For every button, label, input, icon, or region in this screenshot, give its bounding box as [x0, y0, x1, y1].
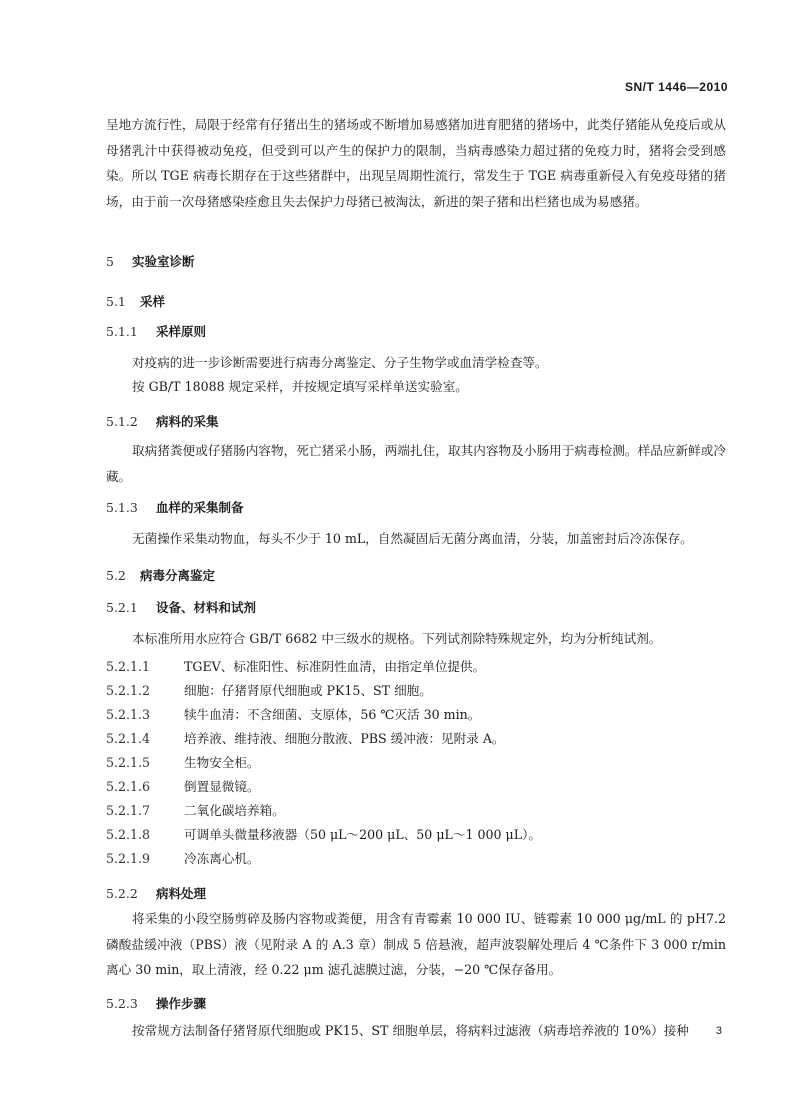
list-item: [106, 800, 285, 819]
list-item: [106, 752, 260, 771]
section-number: 5.1.3: [106, 500, 138, 515]
item-text: 犊牛血清：不含细菌、支原体，56 ℃灭活 30 min。: [184, 707, 481, 722]
item-number: 5.2.1.2: [106, 683, 151, 698]
section-5-2-2-heading: [106, 884, 206, 902]
section-5-1-1-heading: [106, 322, 206, 340]
section-title: 操作步骤: [156, 996, 207, 1011]
section-title: 设备、材料和试剂: [156, 600, 257, 615]
section-5-2-heading: [106, 566, 215, 584]
section-5-1-heading: [106, 292, 165, 310]
sampling-line-1: 对疫病的进一步诊断需要进行病毒分离鉴定、分子生物学或血清学检查等。: [132, 355, 548, 370]
sampling-line-2: 按 GB/T 18088 规定采样，并按规定填写采样单送实验室。: [132, 379, 468, 394]
blood-collection-paragraph: 无菌操作采集动物血，每头不少于 10 mL，自然凝固后无菌分离血清，分装，加盖密封后冷冻保存。: [132, 531, 693, 546]
list-item: [106, 824, 541, 843]
item-number: 5.2.1.5: [106, 755, 151, 770]
intro-paragraph: 呈地方流行性，局限于经常有仔猪出生的猪场或不断增加易感猪加进育肥猪的猪场中，此类仔猪能从免疫后或从母猪乳汁中获得被动免疫，但受到可以产生的保护力的限制，当病毒感染力超过猪的免疫力时，猪将会受到感染。所以 TGE 病毒长期存在于这些猪群中，出现呈周期性流行，常发生于 TGE 病毒重新侵入有免疫母猪的猪场，由于前一次母猪感染痊愈且失去保护力母猪已被淘汰，新进的架子猪和出栏猪也成为易感猪。: [106, 117, 726, 209]
materials-paragraph: 本标准所用水应符合 GB/T 6682 中三级水的规格。下列试剂除特殊规定外，均为分析纯试剂。: [132, 631, 662, 646]
item-number: 5.2.1.9: [106, 851, 151, 866]
section-title: 病料处理: [156, 886, 207, 901]
section-5-1-3-heading: [106, 498, 244, 516]
section-number: 5.1.1: [106, 324, 138, 339]
section-title: 采样原则: [156, 324, 207, 339]
item-text: 生物安全柜。: [184, 755, 260, 770]
section-number: 5.2.1: [106, 600, 138, 615]
section-5-2-3-heading: [106, 994, 206, 1012]
item-text: 培养液、维持液、细胞分散液、PBS 缓冲液：见附录 A。: [184, 731, 505, 746]
item-text: 倒置显微镜。: [184, 779, 260, 794]
list-item: [106, 776, 260, 795]
item-number: 5.2.1.7: [106, 803, 151, 818]
item-number: 5.2.1.6: [106, 779, 151, 794]
section-title: 病毒分离鉴定: [140, 568, 216, 583]
section-5-heading: [106, 252, 195, 270]
item-text: 细胞：仔猪肾原代细胞或 PK15、ST 细胞。: [184, 683, 432, 698]
section-title: 实验室诊断: [132, 254, 195, 269]
section-title: 血样的采集制备: [156, 500, 244, 515]
list-item: [106, 680, 432, 699]
list-item: [106, 728, 505, 747]
item-number: 5.2.1.4: [106, 731, 151, 746]
item-number: 5.2.1.8: [106, 827, 151, 842]
procedure-paragraph: 按常规方法制备仔猪肾原代细胞或 PK15、ST 细胞单层，将病料过滤液（病毒培养液的 10%）接种: [132, 1023, 689, 1038]
item-text: 二氧化碳培养箱。: [184, 803, 285, 818]
section-title: 采样: [140, 294, 166, 309]
list-item: [106, 656, 485, 675]
section-number: 5.2: [106, 568, 126, 583]
section-number: 5.2.2: [106, 886, 138, 901]
item-text: TGEV、标准阳性、标准阴性血清，由指定单位提供。: [184, 659, 486, 674]
section-number: 5.1.2: [106, 414, 138, 429]
item-number: 5.2.1.1: [106, 659, 151, 674]
page-number: 3: [715, 1025, 722, 1037]
specimen-collection-paragraph: 取病猪粪便或仔猪肠内容物，死亡猪采小肠，两端扎住，取其内容物及小肠用于病毒检测。样品应新鲜或冷藏。: [106, 443, 726, 484]
standard-code: SN/T 1446—2010: [624, 80, 728, 94]
item-text: 可调单头微量移液器（50 μL～200 μL、50 μL～1 000 μL）。: [184, 827, 541, 842]
section-number: 5: [106, 254, 114, 269]
item-text: 冷冻离心机。: [184, 851, 260, 866]
section-5-2-1-heading: [106, 598, 256, 616]
specimen-processing-paragraph: 将采集的小段空肠剪碎及肠内容物或粪便，用含有青霉素 10 000 IU、链霉素 10 000 μg/mL 的 pH7.2 磷酸盐缓冲液（PBS）液（见附录 A 的 A.3 章）制成 5 倍悬液，超声波裂解处理后 4 ℃条件下 3 000 r/min 离心 30 min，取上清液，经 0.22 μm 滤孔滤膜过滤，分装，−20 ℃保存备用。: [106, 911, 726, 977]
section-number: 5.2.3: [106, 996, 138, 1011]
section-5-1-2-heading: [106, 412, 219, 430]
list-item: [106, 848, 260, 867]
item-number: 5.2.1.3: [106, 707, 151, 722]
list-item: [106, 704, 480, 723]
section-title: 病料的采集: [156, 414, 219, 429]
section-number: 5.1: [106, 294, 126, 309]
